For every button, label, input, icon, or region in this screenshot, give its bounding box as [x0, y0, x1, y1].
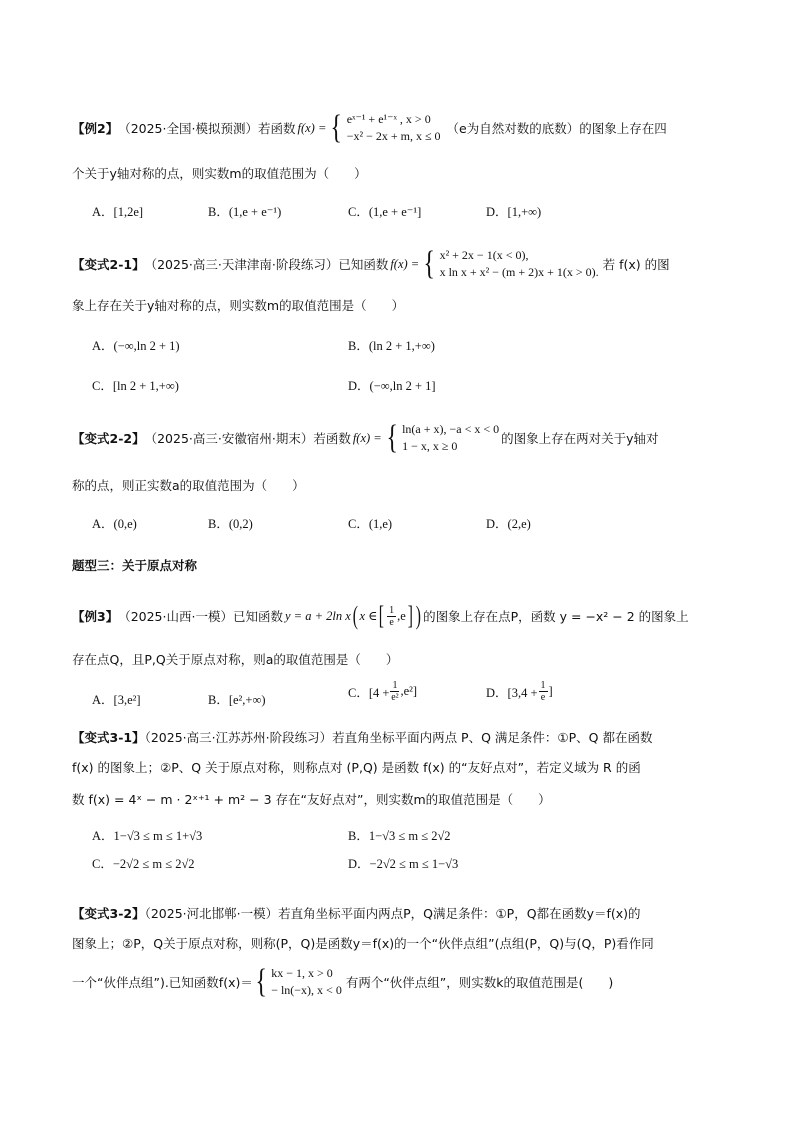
example-3-option-a: A．[3,e²] [92, 693, 141, 707]
variant-2-1-tag: 【变式2-1】 [72, 257, 145, 272]
left-brace-icon: { [330, 109, 343, 146]
variant-3-1-option-b: B．1−√3 ≤ m ≤ 2√2 [348, 829, 451, 843]
example-3-option-c-num: 1 [392, 680, 398, 691]
variant-2-2-tail: 的图象上存在两对关于y轴对 [501, 431, 659, 446]
variant-2-1 [72, 244, 732, 393]
variant-3-2-line-2: 图象上；②P，Q关于原点对称，则称(P，Q)是函数y＝f(x)的一个“伙伴点组”(点组(P，Q)与(Q，P)看作同 [72, 936, 654, 951]
example-3-option-d-post: ] [548, 684, 553, 698]
example-3-option-d-den: e [540, 692, 546, 703]
variant-3-1-line-3: 数 f(x) = 4ˣ − m · 2ˣ⁺¹ + m² − 3 存在“友好点对”，则实数m的取值范围是（ ） [72, 792, 551, 807]
example-3-frac-den: e [389, 616, 394, 628]
variant-3-1 [72, 728, 732, 871]
example-3-source: （2025·山西·一模）已知函数 [118, 609, 283, 624]
variant-3-2 [72, 904, 732, 1000]
example-3-option-b: B．[e²,+∞) [208, 693, 266, 707]
example-2-option-a: A．[1,2e] [92, 205, 144, 219]
left-bracket-icon: [ [379, 601, 385, 630]
variant-2-2-option-a: A．(0,e) [92, 517, 137, 531]
example-2-line-2: 个关于y轴对称的点，则实数m的取值范围为（ ） [72, 166, 367, 181]
example-2-case-1: eˣ⁻¹ + e¹⁻ˣ , x > 0 [346, 112, 431, 126]
variant-3-1-tag: 【变式3-1】 [72, 730, 145, 745]
example-2-case-2: −x² − 2x + m, x ≤ 0 [346, 129, 441, 143]
variant-3-2-case-2: − ln(−x), x < 0 [271, 983, 342, 997]
variant-3-2-piecewise [253, 965, 342, 999]
example-3-tail: 的图象上存在点P，函数 y = −x² − 2 的图象上 [423, 609, 689, 624]
variant-2-1-case-1: x² + 2x − 1(x < 0), [439, 248, 529, 262]
variant-2-2-option-d: D．(2,e) [486, 517, 531, 531]
variant-3-2-case-1: kx − 1, x > 0 [271, 966, 333, 980]
variant-2-1-option-d: D．(−∞,ln 2 + 1] [348, 379, 436, 393]
variant-2-1-option-b: B．(ln 2 + 1,+∞) [348, 339, 435, 353]
example-3-tag: 【例3】 [72, 609, 119, 624]
variant-3-2-tag: 【变式3-2】 [72, 906, 145, 921]
example-3-line-2: 存在点Q，且P,Q关于原点对称，则a的取值范围是（ ） [72, 652, 399, 667]
example-3-option-c-den: e² [391, 692, 399, 703]
variant-2-1-source: （2025·高三·天津津南·阶段练习）已知函数 [144, 257, 389, 272]
right-paren-icon: ) [416, 601, 422, 630]
example-2-tag: 【例2】 [72, 121, 119, 136]
example-2-piecewise [328, 111, 440, 145]
example-3 [72, 596, 732, 707]
example-3-option-d-pre: D．[3,4 + [486, 685, 538, 700]
variant-2-2-tag: 【变式2-2】 [72, 431, 145, 446]
example-3-expr: y = a + 2ln x [284, 608, 351, 623]
variant-2-2-line-2: 称的点，则正实数a的取值范围为（ ） [72, 478, 305, 493]
example-3-frac-num: 1 [389, 604, 395, 616]
variant-2-1-option-c: C．[ln 2 + 1,+∞) [92, 379, 179, 393]
variant-3-2-line-3-post: 有两个“伙伴点组”，则实数k的取值范围是( ) [345, 975, 614, 990]
variant-2-2 [72, 418, 732, 531]
variant-2-2-fx: f(x) = [352, 430, 382, 445]
example-3-option-c [348, 680, 417, 703]
left-brace-icon: { [255, 963, 267, 1000]
example-3-option-d-frac [539, 680, 548, 703]
example-2-option-c: C．(1,e + e⁻¹] [348, 205, 422, 219]
section-heading: 题型三：关于原点对称 [72, 558, 198, 573]
example-3-domain-post: ,e [397, 608, 406, 623]
example-3-frac [387, 605, 396, 628]
variant-2-2-piecewise [384, 421, 499, 455]
example-2-option-b: B．(1,e + e⁻¹) [208, 205, 282, 219]
example-2-fx: f(x) = [297, 120, 327, 135]
variant-2-1-option-a: A．(−∞,ln 2 + 1) [92, 339, 180, 353]
variant-2-2-option-b: B．(0,2) [208, 517, 253, 531]
left-brace-icon: { [386, 419, 398, 456]
variant-3-1-option-c: C．−2√2 ≤ m ≤ 2√2 [92, 857, 195, 871]
example-3-option-c-pre: C．[4 + [348, 685, 390, 700]
variant-2-1-case-2: x ln x + x² − (m + 2)x + 1(x > 0). [439, 265, 599, 279]
example-3-option-d [486, 680, 553, 703]
example-3-option-d-num: 1 [540, 680, 546, 691]
variant-2-1-piecewise [421, 247, 598, 281]
variant-2-2-case-2: 1 − x, x ≥ 0 [402, 439, 458, 453]
variant-2-2-source: （2025·高三·安徽宿州·期末）若函数 [144, 431, 351, 446]
left-paren-icon: ( [352, 601, 358, 630]
variant-3-1-option-d: D．−2√2 ≤ m ≤ 1−√3 [348, 857, 459, 871]
variant-2-2-option-c: C．(1,e) [348, 517, 393, 531]
variant-2-1-fx: f(x) = [390, 256, 420, 271]
variant-3-1-line-2: f(x) 的图象上；②P、Q 关于原点对称，则称点对 (P,Q) 是函数 f(x) 的“友好点对”，若定义域为 R 的函 [72, 760, 641, 775]
example-2-option-d: D．[1,+∞) [486, 205, 542, 219]
example-3-option-c-post: ,e²] [400, 684, 418, 698]
example-3-domain-pre: x ∈ [359, 609, 378, 623]
variant-2-1-tail: 若 f(x) 的图 [602, 257, 670, 272]
example-2-source: （2025·全国·模拟预测）若函数 [118, 121, 296, 136]
example-3-domain [351, 601, 423, 631]
variant-3-1-line-1: （2025·高三·江苏苏州·阶段练习）若直角坐标平面内两点 P、Q 满足条件：①P、Q 都在函数 [144, 730, 653, 745]
variant-2-1-line-2: 象上存在关于y轴对称的点，则实数m的取值范围是（ ） [72, 298, 405, 313]
variant-3-2-line-1: （2025·河北邯郸·一模）若直角坐标平面内两点P，Q满足条件：①P，Q都在函数y＝f(x)的 [144, 906, 641, 921]
example-2 [72, 108, 732, 219]
example-3-option-c-frac [390, 680, 399, 703]
variant-3-2-line-3-pre: 一个“伙伴点组”).已知函数f(x)＝ [72, 975, 253, 990]
left-brace-icon: { [423, 245, 436, 282]
right-bracket-icon: ] [407, 601, 413, 630]
variant-2-2-case-1: ln(a + x), −a < x < 0 [402, 422, 500, 436]
example-2-tail: （e为自然对数的底数）的图象上存在四 [446, 121, 667, 136]
variant-3-1-option-a: A．1−√3 ≤ m ≤ 1+√3 [92, 829, 203, 843]
